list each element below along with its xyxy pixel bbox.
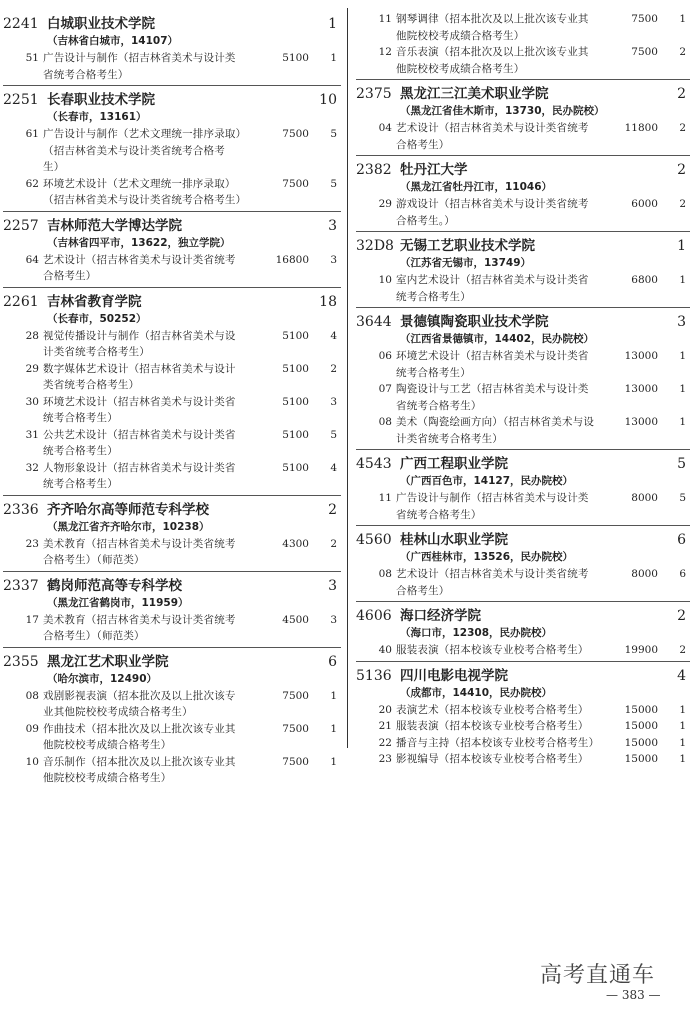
school-header — [356, 309, 690, 330]
major-quota: 1 — [679, 383, 686, 395]
major-tuition: 5100 — [282, 461, 309, 474]
school-total-count: 3 — [328, 577, 337, 594]
school-code: 3644 — [356, 314, 392, 330]
major-name: 艺术设计（招吉林省美术与设计类省统考 合格考生） — [396, 568, 589, 597]
school-location: （吉林省四平市，13622，独立学院） — [47, 236, 231, 249]
major-name: 服装表演（招本校该专业校考合格考生） — [396, 720, 589, 732]
school-code: 2336 — [3, 501, 39, 518]
major-row — [3, 754, 341, 787]
major-row — [3, 176, 341, 209]
school-code: 2257 — [3, 217, 39, 234]
major-name: 视觉传播设计与制作（招吉林省美术与设 计类省统考合格考生） — [43, 329, 236, 358]
major-name: 陶瓷设计与工艺（招吉林省美术与设计类 省统考合格考生） — [396, 383, 589, 412]
school-code: 4543 — [356, 456, 392, 472]
major-name: 游戏设计（招吉林省美术与设计类省统考 合格考生。） — [396, 198, 589, 227]
major-tuition: 7500 — [282, 128, 309, 140]
school-header — [356, 233, 690, 254]
major-quota: 1 — [330, 52, 337, 64]
school-name: 黑龙江艺术职业学院 — [47, 653, 169, 670]
school-block — [356, 307, 690, 447]
major-quota: 5 — [330, 177, 337, 190]
major-quota: 3 — [330, 253, 337, 266]
major-tuition: 5100 — [282, 52, 309, 64]
school-header — [356, 451, 690, 472]
school-name: 景德镇陶瓷职业技术学院 — [400, 314, 549, 330]
school-code: 2382 — [356, 162, 392, 178]
major-tuition: 5100 — [282, 362, 309, 375]
major-name: 环境艺术设计（招吉林省美术与设计类省 统考合格考生） — [396, 350, 589, 379]
major-quota: 1 — [679, 736, 686, 749]
major-name: 美术教育（招吉林省美术与设计类省统考 合格考生）（师范类） — [43, 613, 236, 642]
major-row — [356, 490, 690, 523]
major-row — [3, 252, 341, 285]
school-total-count: 1 — [328, 16, 337, 32]
school-location: （海口市，12308，民办院校） — [400, 627, 553, 639]
major-code: 10 — [378, 274, 392, 286]
major-row — [356, 44, 690, 77]
major-code: 06 — [378, 350, 392, 362]
major-row — [356, 702, 690, 719]
major-tuition: 8000 — [631, 492, 658, 504]
major-code: 11 — [378, 13, 392, 25]
major-row — [356, 348, 690, 381]
major-row — [3, 536, 341, 569]
left-column — [3, 10, 341, 787]
school-name: 鹤岗师范高等专科学校 — [47, 577, 182, 594]
school-total-count: 3 — [677, 314, 686, 330]
school-header — [3, 213, 341, 234]
school-location: （江西省景德镇市，14402，民办院校） — [400, 333, 595, 345]
school-location: （黑龙江省佳木斯市，13730，民办院校） — [400, 105, 605, 117]
school-total-count: 6 — [328, 653, 337, 670]
major-row — [3, 126, 341, 176]
major-tuition: 13000 — [624, 383, 658, 395]
school-code: 2241 — [3, 16, 39, 32]
major-quota: 1 — [330, 755, 337, 768]
major-quota: 1 — [330, 689, 337, 702]
major-quota: 5 — [330, 128, 337, 140]
major-tuition: 7500 — [282, 177, 309, 190]
school-block — [356, 10, 690, 77]
major-name: 室内艺术设计（招吉林省美术与设计类省 统考合格考生） — [396, 274, 589, 303]
school-code: 5136 — [356, 667, 392, 684]
major-tuition: 15000 — [624, 753, 658, 765]
major-tuition: 5100 — [282, 395, 309, 408]
school-location: （长春市，13161） — [47, 111, 147, 123]
major-quota: 1 — [679, 274, 686, 286]
major-tuition: 15000 — [624, 736, 658, 749]
school-header — [3, 573, 341, 594]
major-row — [3, 361, 341, 394]
school-name: 白城职业技术学院 — [47, 16, 155, 32]
major-code: 32 — [25, 461, 39, 474]
major-code: 10 — [25, 755, 39, 768]
school-total-count: 2 — [677, 162, 686, 178]
right-column — [356, 10, 690, 768]
major-code: 22 — [378, 736, 392, 749]
major-tuition: 4500 — [282, 613, 309, 626]
major-quota: 2 — [679, 46, 686, 58]
major-tuition: 13000 — [624, 350, 658, 362]
school-location: （广西百色市，14127，民办院校） — [400, 475, 574, 487]
major-name: 环境艺术设计（招吉林省美术与设计类省 统考合格考生） — [43, 395, 236, 424]
major-quota: 1 — [679, 416, 686, 428]
school-header — [3, 497, 341, 518]
school-location: （吉林省白城市，14107） — [47, 35, 179, 47]
major-name: 数字媒体艺术设计（招吉林省美术与设计 类省统考合格考生） — [43, 362, 236, 391]
school-block — [356, 661, 690, 768]
major-code: 29 — [378, 198, 392, 210]
school-block — [356, 155, 690, 229]
major-code: 40 — [378, 644, 392, 656]
major-code: 61 — [25, 128, 39, 140]
major-row — [3, 427, 341, 460]
school-total-count: 1 — [677, 238, 686, 254]
major-name: 美术教育（招吉林省美术与设计类省统考 合格考生）（师范类） — [43, 537, 236, 566]
school-name: 无锡工艺职业技术学院 — [400, 238, 535, 254]
school-block — [3, 647, 341, 787]
major-quota: 4 — [330, 329, 337, 342]
major-code: 04 — [378, 122, 392, 134]
major-quota: 5 — [330, 428, 337, 441]
school-name: 吉林省教育学院 — [47, 293, 142, 310]
school-code: 4606 — [356, 608, 392, 624]
school-block — [3, 211, 341, 285]
major-name: 广告设计与制作（艺术文理统一排序录取） （招吉林省美术与设计类省统考合格考 生） — [43, 128, 247, 173]
school-name: 长春职业技术学院 — [47, 92, 155, 108]
school-header — [356, 527, 690, 548]
school-header — [3, 649, 341, 670]
major-quota: 2 — [679, 122, 686, 134]
major-name: 作曲技术（招本批次及以上批次该专业其 他院校校考成绩合格考生） — [43, 722, 236, 751]
school-block — [3, 287, 341, 493]
major-row — [3, 612, 341, 645]
major-tuition: 7500 — [631, 46, 658, 58]
major-name: 美术（陶瓷绘画方向）（招吉林省美术与设 计类省统考合格考生） — [396, 416, 595, 445]
school-location: （黑龙江省齐齐哈尔市，10238） — [47, 520, 210, 533]
major-code: 08 — [25, 689, 39, 702]
major-quota: 1 — [679, 13, 686, 25]
school-location: （黑龙江省鹤岗市，11959） — [47, 596, 189, 609]
major-name: 戏剧影视表演（招本批次及以上批次该专 业其他院校校考成绩合格考生） — [43, 689, 236, 718]
school-code: 2337 — [3, 577, 39, 594]
school-total-count: 2 — [677, 608, 686, 624]
page-number: — 383 — — [606, 988, 661, 1002]
major-tuition: 6800 — [631, 274, 658, 286]
major-name: 广告设计与制作（招吉林省美术与设计类 省统考合格考生） — [43, 52, 236, 81]
major-row — [356, 272, 690, 305]
school-code: 2261 — [3, 293, 39, 310]
major-row — [3, 721, 341, 754]
school-header — [3, 87, 341, 108]
school-name: 齐齐哈尔高等师范专科学校 — [47, 501, 209, 518]
school-block — [356, 601, 690, 659]
major-quota: 1 — [679, 703, 686, 716]
school-block — [356, 79, 690, 153]
major-row — [356, 414, 690, 447]
watermark-text: 高考直通车 — [540, 963, 656, 988]
major-name: 公共艺术设计（招吉林省美术与设计类省 统考合格考生） — [43, 428, 236, 457]
major-code: 08 — [378, 568, 392, 580]
major-quota: 6 — [679, 568, 686, 580]
school-location: （哈尔滨市，12490） — [47, 672, 158, 685]
major-name: 音乐表演（招本批次及以上批次该专业其 他院校校考成绩合格考生） — [396, 46, 589, 75]
major-name: 钢琴调律（招本批次及以上批次该专业其 他院校校考成绩合格考生） — [396, 13, 589, 42]
major-code: 21 — [378, 720, 392, 732]
major-code: 51 — [25, 52, 39, 64]
major-tuition: 19900 — [624, 644, 658, 656]
school-name: 广西工程职业学院 — [400, 456, 508, 472]
school-total-count: 18 — [319, 293, 337, 310]
major-quota: 2 — [679, 644, 686, 656]
major-row — [356, 11, 690, 44]
major-code: 23 — [378, 753, 392, 765]
major-name: 服装表演（招本校该专业校考合格考生） — [396, 644, 589, 656]
major-row — [3, 394, 341, 427]
major-tuition: 15000 — [624, 720, 658, 732]
major-name: 广告设计与制作（招吉林省美术与设计类 省统考合格考生） — [396, 492, 589, 521]
major-quota: 2 — [679, 198, 686, 210]
major-name: 人物形象设计（招吉林省美术与设计类省 统考合格考生） — [43, 461, 236, 490]
school-block — [356, 231, 690, 305]
school-block — [3, 571, 341, 645]
major-code: 09 — [25, 722, 39, 735]
major-tuition: 7500 — [282, 722, 309, 735]
school-code: 2355 — [3, 653, 39, 670]
major-row — [356, 751, 690, 768]
school-block — [3, 10, 341, 83]
major-quota: 4 — [330, 461, 337, 474]
major-tuition: 15000 — [624, 703, 658, 716]
major-tuition: 6000 — [631, 198, 658, 210]
major-row — [356, 381, 690, 414]
major-code: 17 — [25, 613, 39, 626]
school-code: 2251 — [3, 92, 39, 108]
major-quota: 1 — [330, 722, 337, 735]
school-header — [356, 81, 690, 102]
major-row — [356, 642, 690, 659]
major-code: 31 — [25, 428, 39, 441]
school-location: （黑龙江省牡丹江市，11046） — [400, 181, 553, 193]
column-divider — [347, 8, 348, 748]
major-row — [3, 328, 341, 361]
school-location: （长春市，50252） — [47, 312, 147, 325]
school-name: 黑龙江三江美术职业学院 — [400, 86, 549, 102]
major-name: 音乐制作（招本批次及以上批次该专业其 他院校校考成绩合格考生） — [43, 755, 236, 784]
major-quota: 3 — [330, 613, 337, 626]
school-total-count: 2 — [328, 501, 337, 518]
major-name: 表演艺术（招本校该专业校考合格考生） — [396, 703, 589, 716]
major-code: 62 — [25, 177, 39, 190]
major-name: 影视编导（招本校该专业校考合格考生） — [396, 753, 589, 765]
major-tuition: 13000 — [624, 416, 658, 428]
major-quota: 5 — [679, 492, 686, 504]
school-name: 四川电影电视学院 — [400, 667, 508, 684]
major-tuition: 11800 — [624, 122, 658, 134]
major-row — [356, 718, 690, 735]
major-tuition: 16800 — [275, 253, 309, 266]
major-row — [3, 460, 341, 493]
major-code: 23 — [25, 537, 39, 550]
school-name: 吉林师范大学博达学院 — [47, 217, 182, 234]
major-row — [356, 120, 690, 153]
major-row — [356, 735, 690, 752]
major-tuition: 4300 — [282, 537, 309, 550]
major-code: 20 — [378, 703, 392, 716]
major-code: 64 — [25, 253, 39, 266]
school-code: 2375 — [356, 86, 392, 102]
major-tuition: 7500 — [282, 689, 309, 702]
school-total-count: 4 — [677, 667, 686, 684]
school-header — [3, 11, 341, 32]
major-row — [356, 196, 690, 229]
major-tuition: 7500 — [631, 13, 658, 25]
school-code: 4560 — [356, 532, 392, 548]
school-header — [356, 603, 690, 624]
major-code: 30 — [25, 395, 39, 408]
school-total-count: 6 — [677, 532, 686, 548]
major-code: 28 — [25, 329, 39, 342]
school-name: 桂林山水职业学院 — [400, 532, 508, 548]
major-code: 07 — [378, 383, 392, 395]
major-code: 29 — [25, 362, 39, 375]
major-tuition: 5100 — [282, 428, 309, 441]
major-row — [3, 50, 341, 83]
major-quota: 2 — [330, 362, 337, 375]
major-code: 08 — [378, 416, 392, 428]
school-total-count: 10 — [319, 92, 337, 108]
major-row — [356, 566, 690, 599]
major-quota: 1 — [679, 753, 686, 765]
major-tuition: 8000 — [631, 568, 658, 580]
school-block — [356, 525, 690, 599]
school-name: 海口经济学院 — [400, 608, 481, 624]
school-block — [356, 449, 690, 523]
major-quota: 1 — [679, 720, 686, 732]
major-quota: 1 — [679, 350, 686, 362]
school-name: 牡丹江大学 — [400, 162, 468, 178]
school-code: 32D8 — [356, 238, 394, 254]
school-header — [356, 663, 690, 684]
major-row — [3, 688, 341, 721]
major-name: 播音与主持（招本校该专业校考合格考生） — [396, 736, 600, 749]
major-name: 环境艺术设计（艺术文理统一排序录取） （招吉林省美术与设计类省统考合格考生） — [43, 177, 247, 206]
major-quota: 2 — [330, 537, 337, 550]
school-header — [356, 157, 690, 178]
major-quota: 3 — [330, 395, 337, 408]
school-total-count: 3 — [328, 217, 337, 234]
major-code: 12 — [378, 46, 392, 58]
school-location: （江苏省无锡市，13749） — [400, 257, 532, 269]
school-location: （成都市，14410，民办院校） — [400, 686, 553, 699]
major-tuition: 5100 — [282, 329, 309, 342]
school-location: （广西桂林市，13526，民办院校） — [400, 551, 574, 563]
school-total-count: 5 — [677, 456, 686, 472]
major-name: 艺术设计（招吉林省美术与设计类省统考 合格考生） — [43, 253, 236, 282]
major-code: 11 — [378, 492, 392, 504]
school-header — [3, 289, 341, 310]
major-tuition: 7500 — [282, 755, 309, 768]
school-block — [3, 85, 341, 209]
school-block — [3, 495, 341, 569]
major-name: 艺术设计（招吉林省美术与设计类省统考 合格考生） — [396, 122, 589, 151]
school-total-count: 2 — [677, 86, 686, 102]
